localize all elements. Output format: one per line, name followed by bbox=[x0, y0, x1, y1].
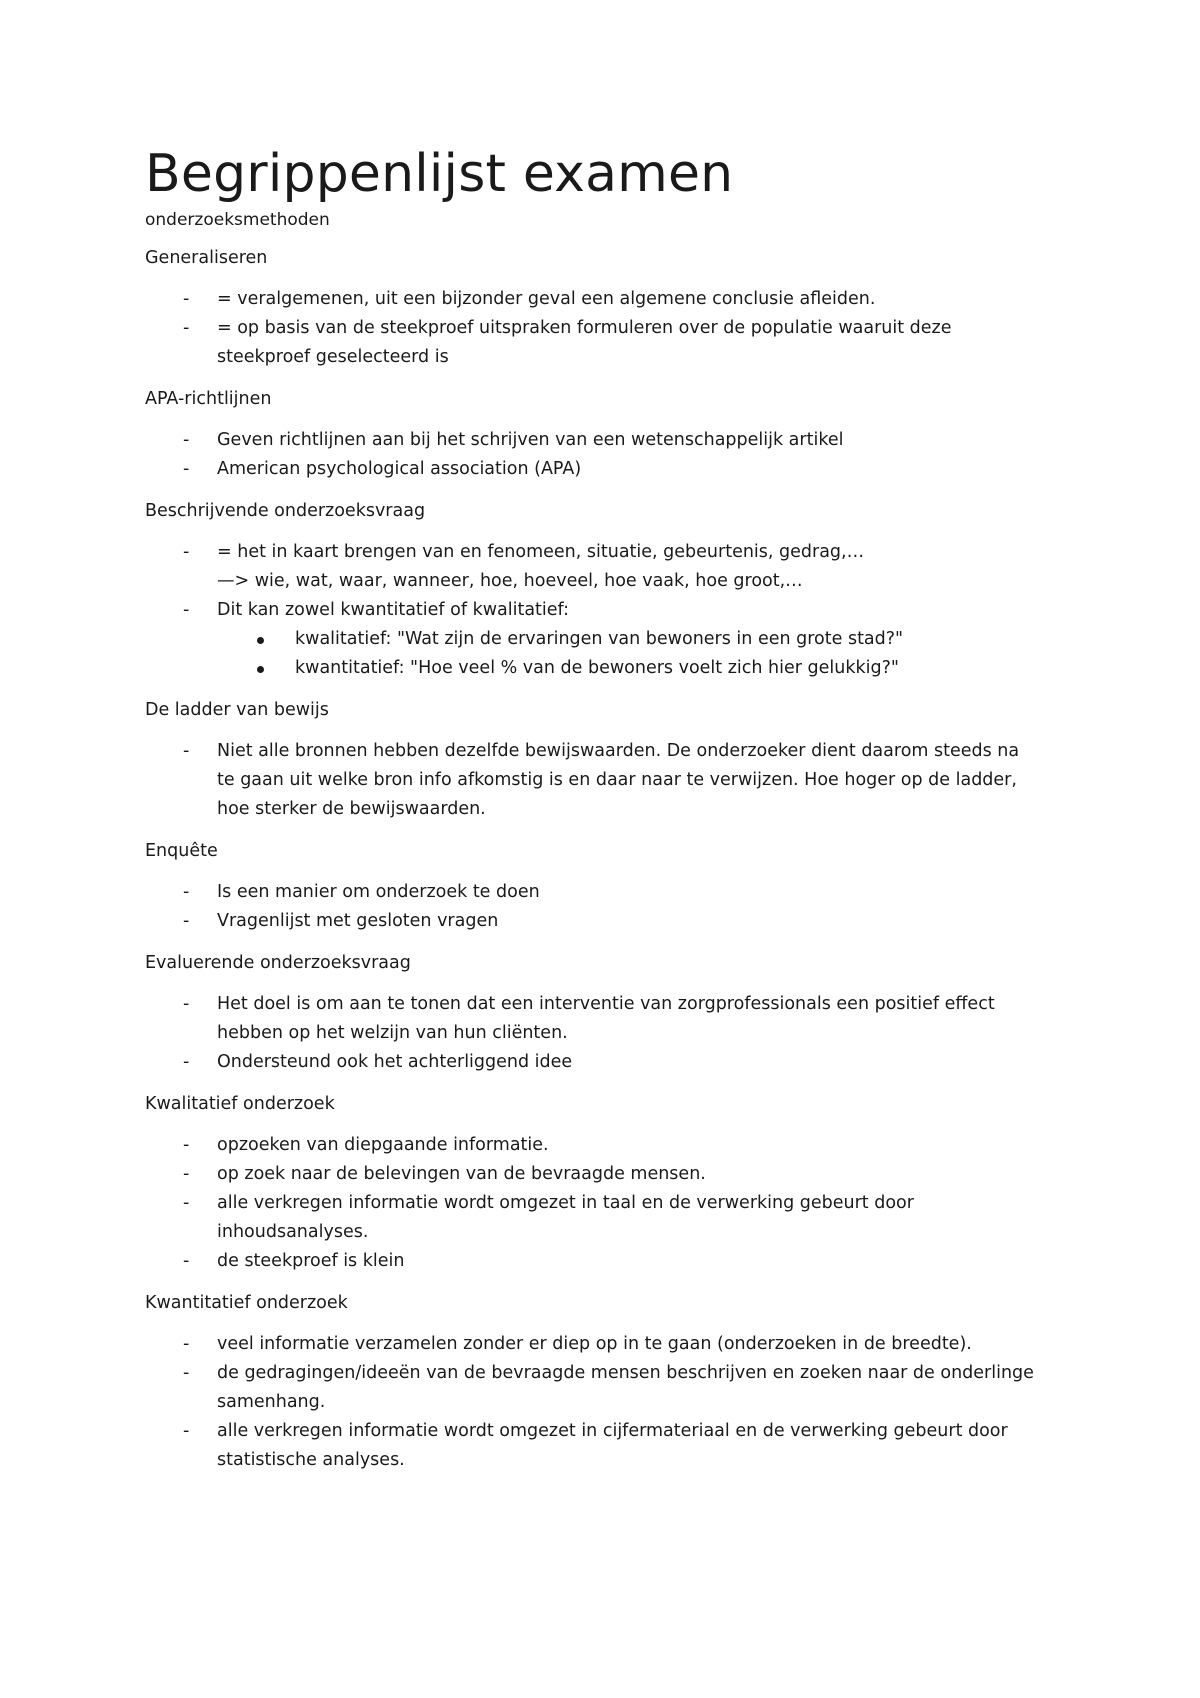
definition-text-line: —> wie, wat, waar, wanneer, hoe, hoeveel, hoe vaak, hoe groot,… bbox=[217, 571, 803, 591]
term-heading: Beschrijvende onderzoeksvraag bbox=[145, 501, 426, 521]
term-section bbox=[145, 951, 1065, 1077]
definition-text-line: op zoek naar de belevingen van de bevraagde mensen. bbox=[217, 1164, 706, 1184]
definition-item bbox=[145, 455, 1065, 484]
definition-text-line: = op basis van de steekproef uitspraken formuleren over de populatie waaruit deze bbox=[217, 318, 952, 338]
sub-item-text: kwantitatief: "Hoe veel % van de bewoners voelt zich hier gelukkig?" bbox=[295, 658, 899, 678]
dash-bullet-icon: - bbox=[183, 289, 190, 309]
definition-item bbox=[145, 285, 1065, 314]
dash-bullet-icon: - bbox=[183, 1421, 190, 1441]
definition-item bbox=[145, 878, 1065, 907]
dash-bullet-icon: - bbox=[183, 542, 190, 562]
definition-text-line: steekproef geselecteerd is bbox=[217, 347, 449, 367]
dash-bullet-icon: - bbox=[183, 1052, 190, 1072]
definition-text-line: opzoeken van diepgaande informatie. bbox=[217, 1135, 549, 1155]
document-title: Begrippenlijst examen bbox=[145, 144, 734, 204]
definition-item bbox=[145, 1131, 1065, 1160]
dash-bullet-icon: - bbox=[183, 318, 190, 338]
dash-bullet-icon: - bbox=[183, 882, 190, 902]
definition-text-line: = het in kaart brengen van en fenomeen, situatie, gebeurtenis, gedrag,… bbox=[217, 542, 865, 562]
definition-list bbox=[145, 1131, 1065, 1276]
dash-bullet-icon: - bbox=[183, 1363, 190, 1383]
definition-text-line: American psychological association (APA) bbox=[217, 459, 582, 479]
term-heading: Generaliseren bbox=[145, 248, 268, 268]
definition-text-line: alle verkregen informatie wordt omgezet in taal en de verwerking gebeurt door bbox=[217, 1193, 914, 1213]
term-heading: Kwalitatief onderzoek bbox=[145, 1094, 335, 1114]
definition-text-line: samenhang. bbox=[217, 1392, 326, 1412]
definition-item bbox=[145, 737, 1065, 824]
definition-list bbox=[145, 990, 1065, 1077]
dash-bullet-icon: - bbox=[183, 741, 190, 761]
term-section bbox=[145, 698, 1065, 824]
term-heading: Kwantitatief onderzoek bbox=[145, 1293, 348, 1313]
definition-text-line: Geven richtlijnen aan bij het schrijven van een wetenschappelijk artikel bbox=[217, 430, 844, 450]
term-section bbox=[145, 839, 1065, 936]
dash-bullet-icon: - bbox=[183, 1135, 190, 1155]
term-heading: APA-richtlijnen bbox=[145, 389, 272, 409]
term-section bbox=[145, 1092, 1065, 1276]
dash-bullet-icon: - bbox=[183, 1193, 190, 1213]
term-section bbox=[145, 499, 1065, 683]
sub-list bbox=[217, 625, 1065, 683]
term-section bbox=[145, 246, 1065, 372]
round-bullet-icon bbox=[257, 637, 264, 644]
definition-text-line: hebben op het welzijn van hun cliënten. bbox=[217, 1023, 568, 1043]
dash-bullet-icon: - bbox=[183, 1251, 190, 1271]
definition-item bbox=[145, 1048, 1065, 1077]
definition-item bbox=[145, 538, 1065, 596]
definition-text-line: hoe sterker de bewijswaarden. bbox=[217, 799, 486, 819]
dash-bullet-icon: - bbox=[183, 1164, 190, 1184]
term-heading: Evaluerende onderzoeksvraag bbox=[145, 953, 411, 973]
definition-item bbox=[145, 314, 1065, 372]
definition-item bbox=[145, 1330, 1065, 1359]
dash-bullet-icon: - bbox=[183, 600, 190, 620]
definition-item bbox=[145, 990, 1065, 1048]
definition-list bbox=[145, 878, 1065, 936]
sections-container bbox=[145, 246, 1065, 1475]
definition-list bbox=[145, 737, 1065, 824]
document-page bbox=[145, 140, 1065, 1490]
definition-item bbox=[145, 426, 1065, 455]
document-subtitle: onderzoeksmethoden bbox=[145, 210, 330, 230]
term-section bbox=[145, 387, 1065, 484]
definition-text-line: Dit kan zowel kwantitatief of kwalitatief: bbox=[217, 600, 569, 620]
definition-text-line: inhoudsanalyses. bbox=[217, 1222, 369, 1242]
definition-text-line: Niet alle bronnen hebben dezelfde bewijswaarden. De onderzoeker dient daarom steeds na bbox=[217, 741, 1020, 761]
definition-item bbox=[145, 1417, 1065, 1475]
definition-text-line: alle verkregen informatie wordt omgezet in cijfermateriaal en de verwerking gebeurt door bbox=[217, 1421, 1008, 1441]
round-bullet-icon bbox=[257, 666, 264, 673]
sub-list-item bbox=[217, 654, 1065, 683]
sub-item-text: kwalitatief: "Wat zijn de ervaringen van bewoners in een grote stad?" bbox=[295, 629, 904, 649]
definition-item bbox=[145, 596, 1065, 683]
definition-list bbox=[145, 538, 1065, 683]
definition-item bbox=[145, 1247, 1065, 1276]
term-heading: De ladder van bewijs bbox=[145, 700, 329, 720]
term-heading: Enquête bbox=[145, 841, 218, 861]
dash-bullet-icon: - bbox=[183, 994, 190, 1014]
definition-item bbox=[145, 1359, 1065, 1417]
definition-list bbox=[145, 285, 1065, 372]
dash-bullet-icon: - bbox=[183, 430, 190, 450]
definition-list bbox=[145, 426, 1065, 484]
definition-item bbox=[145, 907, 1065, 936]
definition-text-line: statistische analyses. bbox=[217, 1450, 405, 1470]
definition-text-line: Is een manier om onderzoek te doen bbox=[217, 882, 540, 902]
dash-bullet-icon: - bbox=[183, 459, 190, 479]
definition-text-line: = veralgemenen, uit een bijzonder geval een algemene conclusie afleiden. bbox=[217, 289, 876, 309]
definition-item bbox=[145, 1189, 1065, 1247]
definition-text-line: Vragenlijst met gesloten vragen bbox=[217, 911, 499, 931]
definition-list bbox=[145, 1330, 1065, 1475]
dash-bullet-icon: - bbox=[183, 1334, 190, 1354]
definition-text-line: Het doel is om aan te tonen dat een interventie van zorgprofessionals een positief effect bbox=[217, 994, 995, 1014]
sub-list-item bbox=[217, 625, 1065, 654]
definition-text-line: te gaan uit welke bron info afkomstig is en daar naar te verwijzen. Hoe hoger op de ladder, bbox=[217, 770, 1017, 790]
definition-item bbox=[145, 1160, 1065, 1189]
definition-text-line: Ondersteund ook het achterliggend idee bbox=[217, 1052, 573, 1072]
dash-bullet-icon: - bbox=[183, 911, 190, 931]
definition-text-line: de steekproef is klein bbox=[217, 1251, 405, 1271]
definition-text-line: veel informatie verzamelen zonder er diep op in te gaan (onderzoeken in de breedte). bbox=[217, 1334, 972, 1354]
definition-text-line: de gedragingen/ideeën van de bevraagde mensen beschrijven en zoeken naar de onderlinge bbox=[217, 1363, 1034, 1383]
term-section bbox=[145, 1291, 1065, 1475]
